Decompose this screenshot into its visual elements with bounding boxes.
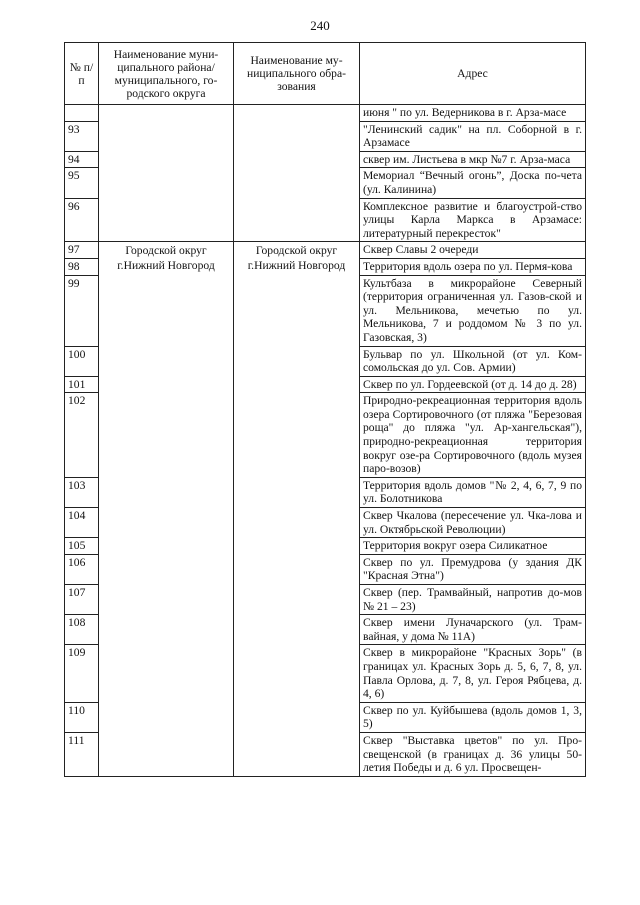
row-address: Сквер в микрорайоне "Красных Зорь" (в границах ул. Красных Зорь д. 5, 6, 7, 8, ул. Павла Орлова, д. 7, 8, ул. Героя Рябцева, д. 4, 6) (360, 645, 586, 702)
row-num: 104 (65, 508, 99, 538)
row-num: 93 (65, 121, 99, 151)
formation-cell-arzamas (234, 105, 360, 242)
row-address: Сквер по ул. Куйбышева (вдоль домов 1, 3, 5) (360, 702, 586, 732)
row-num: 95 (65, 168, 99, 198)
table-row (65, 105, 586, 122)
row-address: Природно-рекреационная территория вдоль озера Сортировочного (от пляжа "Березовая роща" до пляжа "ул. Ар-хангельская"), природно-рекреационная территория вокруг озе-ра Сортировочного (вдоль музея паро-возов) (360, 393, 586, 478)
row-num: 99 (65, 275, 99, 346)
document-table (64, 42, 586, 777)
row-num: 97 (65, 242, 99, 259)
header-formation: Наименование му-ниципального обра-зования (234, 43, 360, 105)
row-address: Сквер по ул. Премудрова (у здания ДК "Красная Этна") (360, 554, 586, 584)
header-district: Наименование муни-ципального района/ муниципального, го-родского округа (99, 43, 234, 105)
row-num: 102 (65, 393, 99, 478)
row-address: июня " по ул. Ведерникова в г. Арза-масе (360, 105, 586, 122)
row-address: Бульвар по ул. Школьной (от ул. Ком-сомольская до ул. Сов. Армии) (360, 346, 586, 376)
row-num: 106 (65, 554, 99, 584)
row-address: сквер им. Листьева в мкр №7 г. Арза-маса (360, 151, 586, 168)
header-num: № п/п (65, 43, 99, 105)
formation-cell-nn: Городской округ г.Нижний Новгород (234, 242, 360, 776)
row-num: 107 (65, 585, 99, 615)
district-cell-nn: Городской округ г.Нижний Новгород (99, 242, 234, 776)
row-address: Сквер "Выставка цветов" по ул. Про-свещенской (в границах д. 36 улицы 50-летия Победы и д. 6 ул. Просвещен- (360, 732, 586, 776)
row-address: Территория вдоль домов "№ 2, 4, 6, 7, 9 по ул. Болотникова (360, 477, 586, 507)
district-cell-arzamas (99, 105, 234, 242)
row-num: 111 (65, 732, 99, 776)
row-address: Сквер (пер. Трамвайный, напротив до-мов № 21 – 23) (360, 585, 586, 615)
row-num: 109 (65, 645, 99, 702)
row-num: 100 (65, 346, 99, 376)
row-address: Сквер имени Луначарского (ул. Трам-вайная, у дома № 11А) (360, 615, 586, 645)
row-address: "Ленинский садик" на пл. Соборной в г. Арзамасе (360, 121, 586, 151)
row-num: 101 (65, 376, 99, 393)
row-num: 94 (65, 151, 99, 168)
row-address: Культбаза в микрорайоне Северный (территория ограниченная ул. Газов-ской и ул. Мельникова, мечетью по ул. Мельникова, 7 и роддомом № 3 по ул. Газовская, 3) (360, 275, 586, 346)
header-address: Адрес (360, 43, 586, 105)
page-number: 240 (310, 18, 330, 33)
row-address: Сквер по ул. Гордеевской (от д. 14 до д. 28) (360, 376, 586, 393)
table-row (65, 242, 586, 259)
row-num: 98 (65, 258, 99, 275)
row-address: Сквер Славы 2 очереди (360, 242, 586, 259)
table-header-row (65, 43, 586, 105)
row-num: 105 (65, 538, 99, 555)
row-address: Сквер Чкалова (пересечение ул. Чка-лова и ул. Октябрьской Революции) (360, 508, 586, 538)
row-num (65, 105, 99, 122)
row-num: 108 (65, 615, 99, 645)
row-num: 110 (65, 702, 99, 732)
row-address: Территория вдоль озера по ул. Пермя-кова (360, 258, 586, 275)
row-address: Мемориал “Вечный огонь”, Доска по-чета (ул. Калинина) (360, 168, 586, 198)
row-num: 96 (65, 198, 99, 242)
row-address: Комплексное развитие и благоустрой-ство улицы Карла Маркса в Арзамасе: литературный перекресток" (360, 198, 586, 242)
row-address: Территория вокруг озера Силикатное (360, 538, 586, 555)
row-num: 103 (65, 477, 99, 507)
